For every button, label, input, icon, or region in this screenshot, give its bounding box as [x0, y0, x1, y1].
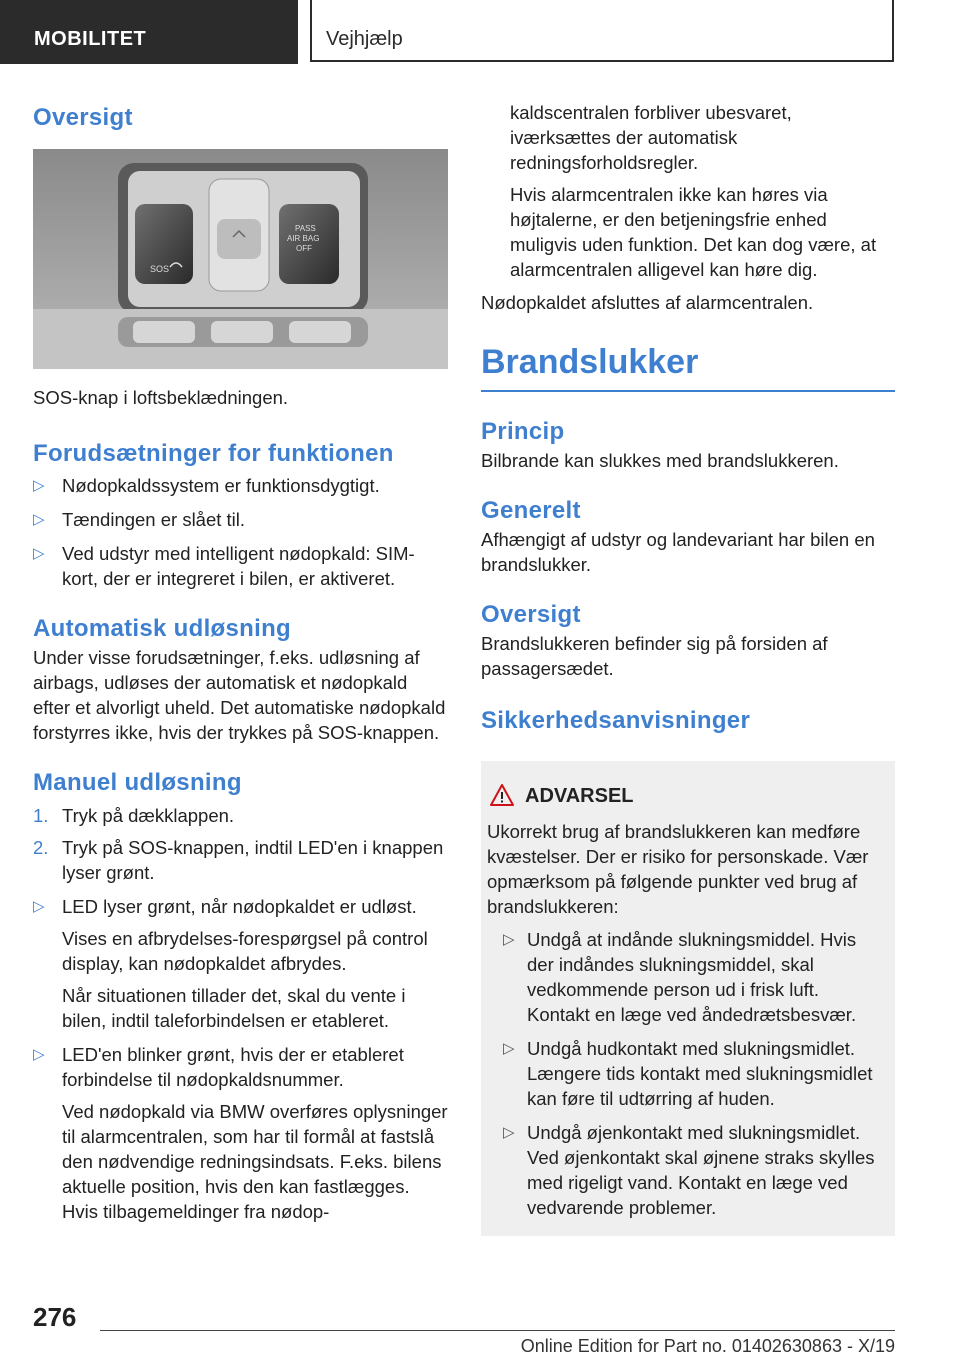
automatisk-text: Under visse forudsætninger, f.eks. udløsning af airbags, udløses der automatisk et nødopkald efter et alvorligt uheld. Det automatiske nødopkald forstyrres ikke, hvis der trykkes på SOS-knappen.: [33, 647, 446, 743]
generelt-text: Afhængigt af udstyr og landevariant har bilen en brandslukker.: [481, 529, 875, 575]
manuel-steps: [33, 803, 448, 885]
list-subtext: Vises en afbrydelses-forespørgsel på control display, kan nødopkaldet afbrydes.: [62, 928, 428, 974]
heading-forudsaetninger: Forudsætninger for funktionen: [33, 440, 394, 467]
list-item: ▷ Nødopkaldssystem er funktionsdygtigt.: [33, 475, 380, 496]
triangle-bullet-icon: ▷: [503, 931, 515, 948]
list-item: ▷ Ved udstyr med intelligent nødopkald: SIM-kort, der er integreret i bilen, er aktiveret.: [33, 543, 415, 589]
header-chapter-label: Vejhjælp: [326, 28, 403, 50]
heading-rule: [481, 390, 895, 392]
right-column: [481, 100, 895, 1236]
triangle-bullet-icon: ▷: [33, 477, 45, 494]
triangle-bullet-icon: ▷: [33, 511, 45, 528]
forudsaetninger-list: [33, 473, 448, 591]
header-chapter-tab: [310, 0, 894, 62]
triangle-bullet-icon: ▷: [503, 1040, 515, 1057]
triangle-bullet-icon: ▷: [33, 898, 45, 915]
heading-oversigt-2: Oversigt: [481, 601, 581, 628]
continued-text: kaldscentralen forbliver ubesvaret, iværksættes der automatisk redningsforholdsregler.: [510, 102, 792, 173]
heading-automatisk: Automatisk udløsning: [33, 615, 291, 642]
left-column: [33, 104, 448, 1224]
list-item: ▷ Tændingen er slået til.: [33, 509, 246, 530]
page-number: 276: [33, 1302, 77, 1332]
footer-edition: Online Edition for Part no. 01402630863 - X/19: [520, 1336, 895, 1356]
triangle-bullet-icon: ▷: [503, 1124, 515, 1141]
heading-generelt: Generelt: [481, 497, 581, 524]
warning-item: ▷ Undgå øjenkontakt med slukningsmidlet. Ved øjenkontakt skal øjnene straks skylles med rigeligt vand. Kontakt en læge ved vedvarende problemer.: [503, 1122, 875, 1218]
sos-button-photo: [33, 149, 448, 369]
list-item: ▷ LED'en blinker grønt, hvis der er etableret forbindelse til nødopkaldsnummer.: [33, 1044, 404, 1090]
step-item: 1. Tryk på dækklappen.: [33, 805, 235, 826]
oversigt-text: Brandslukkeren befinder sig på forsiden af passagersædet.: [481, 633, 828, 679]
warning-intro: Ukorrekt brug af brandslukkeren kan medføre kvæstelser. Der er risiko for personskade. Vær opmærksom på følgende punkter ved brug af brandslukkeren:: [487, 821, 869, 917]
manuel-bullets: [33, 894, 448, 1224]
step-item: 2. Tryk på SOS-knappen, indtil LED'en i knappen lyser grønt.: [33, 837, 444, 883]
footer-rule: [100, 1330, 895, 1331]
list-item: ▷ LED lyser grønt, når nødopkaldet er udløst.: [33, 896, 417, 917]
warning-box: [481, 761, 895, 1236]
triangle-bullet-icon: ▷: [33, 1046, 45, 1063]
list-subtext: Ved nødopkald via BMW overføres oplysninger til alarmcentralen, som har til formål at fastslå den nødvendige redningsindsats. F.eks. bilens aktuelle position, hvis den kan fastlægges. Hvis tilbagemeldinger fra nødop-: [62, 1101, 448, 1222]
heading-oversigt: Oversigt: [33, 104, 133, 131]
continued-text: Nødopkaldet afsluttes af alarmcentralen.: [481, 292, 814, 313]
pass-label-1: PASS: [295, 224, 316, 233]
warning-item: ▷ Undgå hudkontakt med slukningsmidlet. Længere tids kontakt med slukningsmidlet kan føre til udtørring af huden.: [503, 1038, 873, 1109]
heading-sikkerhed: Sikkerhedsanvisninger: [481, 707, 751, 734]
pass-label-2: AIR BAG: [287, 234, 320, 243]
warning-item: ▷ Undgå at indånde slukningsmiddel. Hvis der indåndes slukningsmiddel, skal vedkommende person ud i frisk luft. Kontakt en læge ved åndedrætsbesvær.: [503, 929, 857, 1025]
header-section-label: MOBILITET: [34, 28, 147, 50]
warning-triangle-icon: [489, 783, 515, 807]
sos-label: SOS: [150, 264, 170, 274]
pass-label-3: OFF: [296, 244, 312, 253]
heading-brandslukker: Brandslukker: [481, 343, 699, 381]
list-subtext: Når situationen tillader det, skal du vente i bilen, indtil taleforbindelsen er etableret.: [62, 985, 406, 1031]
continued-text: Hvis alarmcentralen ikke kan høres via højtalerne, er den betjeningsfrie enhed muligvis uden funktion. Det kan dog være, at alarmcentralen alligevel kan høre dig.: [510, 184, 877, 280]
triangle-bullet-icon: ▷: [33, 545, 45, 562]
heading-princip: Princip: [481, 418, 565, 445]
princip-text: Bilbrande kan slukkes med brandslukkeren.: [481, 450, 839, 471]
warning-title: ADVARSEL: [487, 783, 883, 809]
header-section-tab: [0, 0, 298, 64]
photo-caption: SOS-knap i loftsbeklædningen.: [33, 387, 289, 408]
heading-manuel: Manuel udløsning: [33, 769, 242, 796]
